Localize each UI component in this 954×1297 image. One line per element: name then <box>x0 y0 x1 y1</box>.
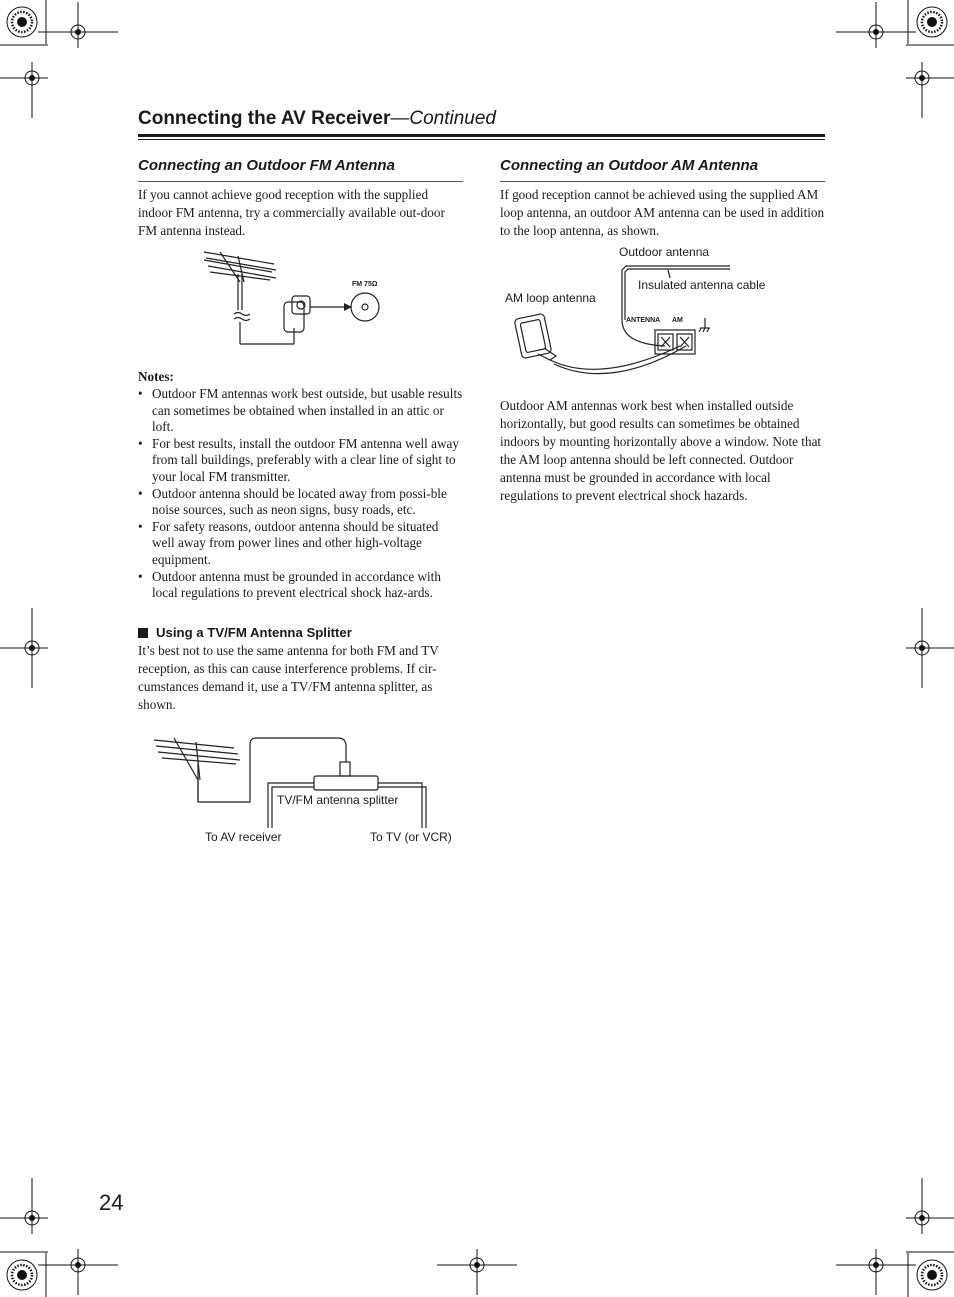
note-item: • Outdoor antenna should be located away from possi-ble noise sources, such as neon signs, busy roads, etc. <box>138 486 464 519</box>
header-title-text: Connecting the AV Receiver <box>138 108 391 129</box>
cable-label: Insulated antenna cable <box>638 278 766 292</box>
to-receiver-label: To AV receiver <box>205 830 282 844</box>
page-header-title <box>138 108 496 130</box>
fm-section-heading: Connecting an Outdoor FM Antenna <box>138 157 395 174</box>
page-number: 24 <box>99 1190 124 1215</box>
splitter-heading-text: Using a TV/FM Antenna Splitter <box>156 625 352 640</box>
fm-intro-text: If you cannot achieve good reception with the supplied indoor FM antenna, try a commercially available out-door FM antenna instead. <box>138 187 445 238</box>
am-intro-text: If good reception cannot be achieved using the supplied AM loop antenna, an outdoor AM antenna can be used in addition to the loop antenna, as shown. <box>500 187 825 238</box>
am-section-rule <box>500 181 825 182</box>
note-item: • For safety reasons, outdoor antenna should be situated well away from power lines and other high-voltage equipment. <box>138 519 464 569</box>
header-rule-thin <box>138 139 825 140</box>
square-bullet-icon <box>138 628 148 638</box>
header-continued: —Continued <box>390 108 496 129</box>
am-terminal-label: AM <box>672 317 683 324</box>
header-rule <box>138 134 825 137</box>
outdoor-antenna-label: Outdoor antenna <box>619 245 710 259</box>
am-paragraph: Outdoor AM antennas work best when installed outside horizontally, but good results can sometimes be obtained indoors by mounting horizontally above a window. Note that the AM loop antenna should be left connected. Outdoor antenna must be grounded in accordance with local regulations to prevent electrical shock hazards. <box>500 398 822 503</box>
splitter-label: TV/FM antenna splitter <box>277 793 399 807</box>
am-section-heading: Connecting an Outdoor AM Antenna <box>500 157 759 174</box>
fm-antenna-diagram <box>200 246 400 356</box>
note-item: • Outdoor FM antennas work best outside, but usable results can sometimes be obtained when installed in an attic or loft. <box>138 386 464 436</box>
splitter-diagram <box>150 730 470 840</box>
antenna-terminal-label: ANTENNA <box>626 317 661 324</box>
notes-list <box>138 386 464 602</box>
note-item: • Outdoor antenna must be grounded in accordance with local regulations to prevent electrical shock haz-ards. <box>138 569 464 602</box>
notes-label: Notes: <box>138 369 174 384</box>
note-item: • For best results, install the outdoor FM antenna well away from tall buildings, preferably with a clear line of sight to your local FM transmitter. <box>138 436 464 486</box>
fm-jack-label: FM 75Ω <box>352 281 378 288</box>
splitter-heading <box>138 625 352 640</box>
loop-antenna-label: AM loop antenna <box>505 291 596 305</box>
to-tv-label: To TV (or VCR) <box>370 830 452 844</box>
splitter-text: It’s best not to use the same antenna for both FM and TV reception, as this can cause interference problems. If cir-cumstances demand it, use a TV/FM antenna splitter, as shown. <box>138 643 439 712</box>
fm-section-rule <box>138 181 463 182</box>
